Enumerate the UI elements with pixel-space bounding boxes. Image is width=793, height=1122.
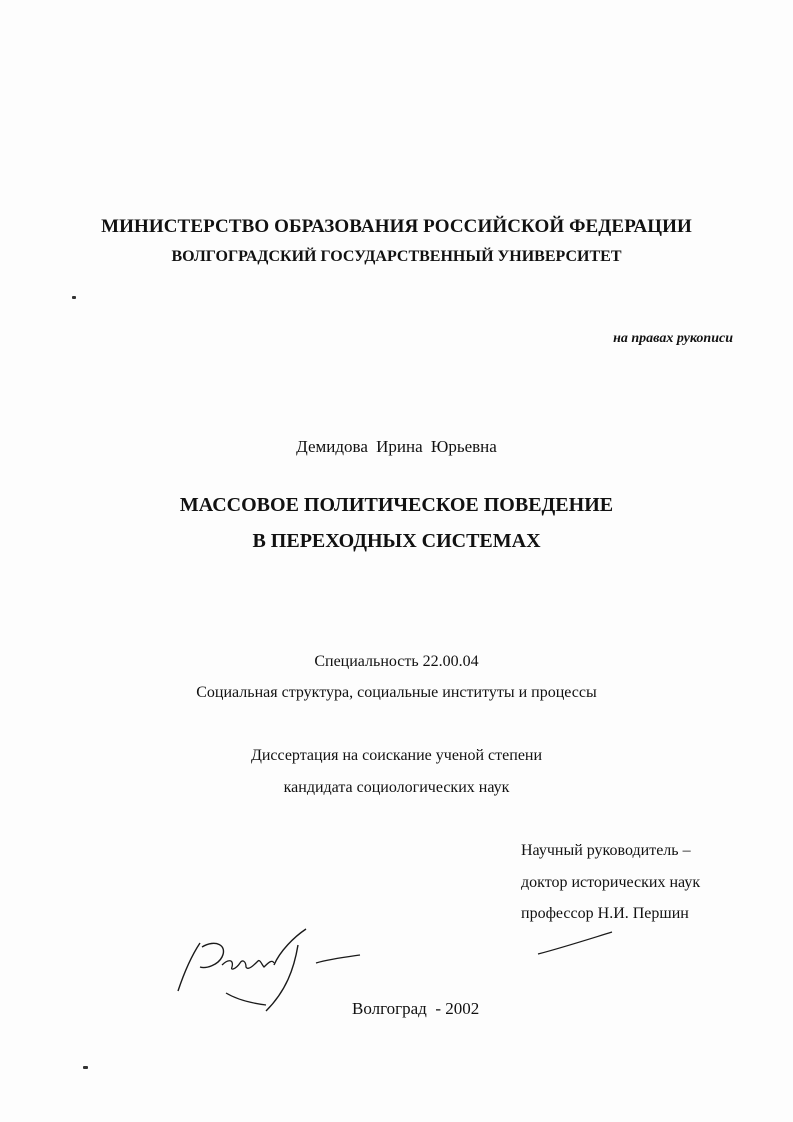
university-heading: ВОЛГОГРАДСКИЙ ГОСУДАРСТВЕННЫЙ УНИВЕРСИТЕТ [171, 248, 622, 265]
rights-note: на правах рукописи [613, 331, 733, 346]
author-name: Демидова Ирина Юрьевна [296, 437, 497, 456]
specialty-name: Социальная структура, социальные институты и процессы [196, 684, 597, 701]
supervisor-degree: доктор исторических наук [521, 874, 701, 891]
degree-line2: кандидата социологических наук [283, 779, 510, 796]
author-signature [170, 925, 370, 1020]
degree-line1: Диссертация на соискание ученой степени [250, 747, 543, 764]
scan-speck [83, 1066, 88, 1069]
ministry-heading: МИНИСТЕРСТВО ОБРАЗОВАНИЯ РОССИЙСКОЙ ФЕДЕРАЦИИ [101, 216, 692, 237]
city-year: Волгоград - 2002 [352, 999, 480, 1018]
supervisor-signature-mark [536, 928, 616, 958]
specialty-code: Специальность 22.00.04 [314, 653, 479, 670]
supervisor-name: профессор Н.И. Першин [521, 905, 689, 922]
dissertation-title-line2: В ПЕРЕХОДНЫХ СИСТЕМАХ [252, 530, 541, 552]
dissertation-title-line1: МАССОВОЕ ПОЛИТИЧЕСКОЕ ПОВЕДЕНИЕ [179, 494, 614, 516]
scan-speck [72, 296, 76, 299]
supervisor-role: Научный руководитель – [521, 842, 691, 859]
